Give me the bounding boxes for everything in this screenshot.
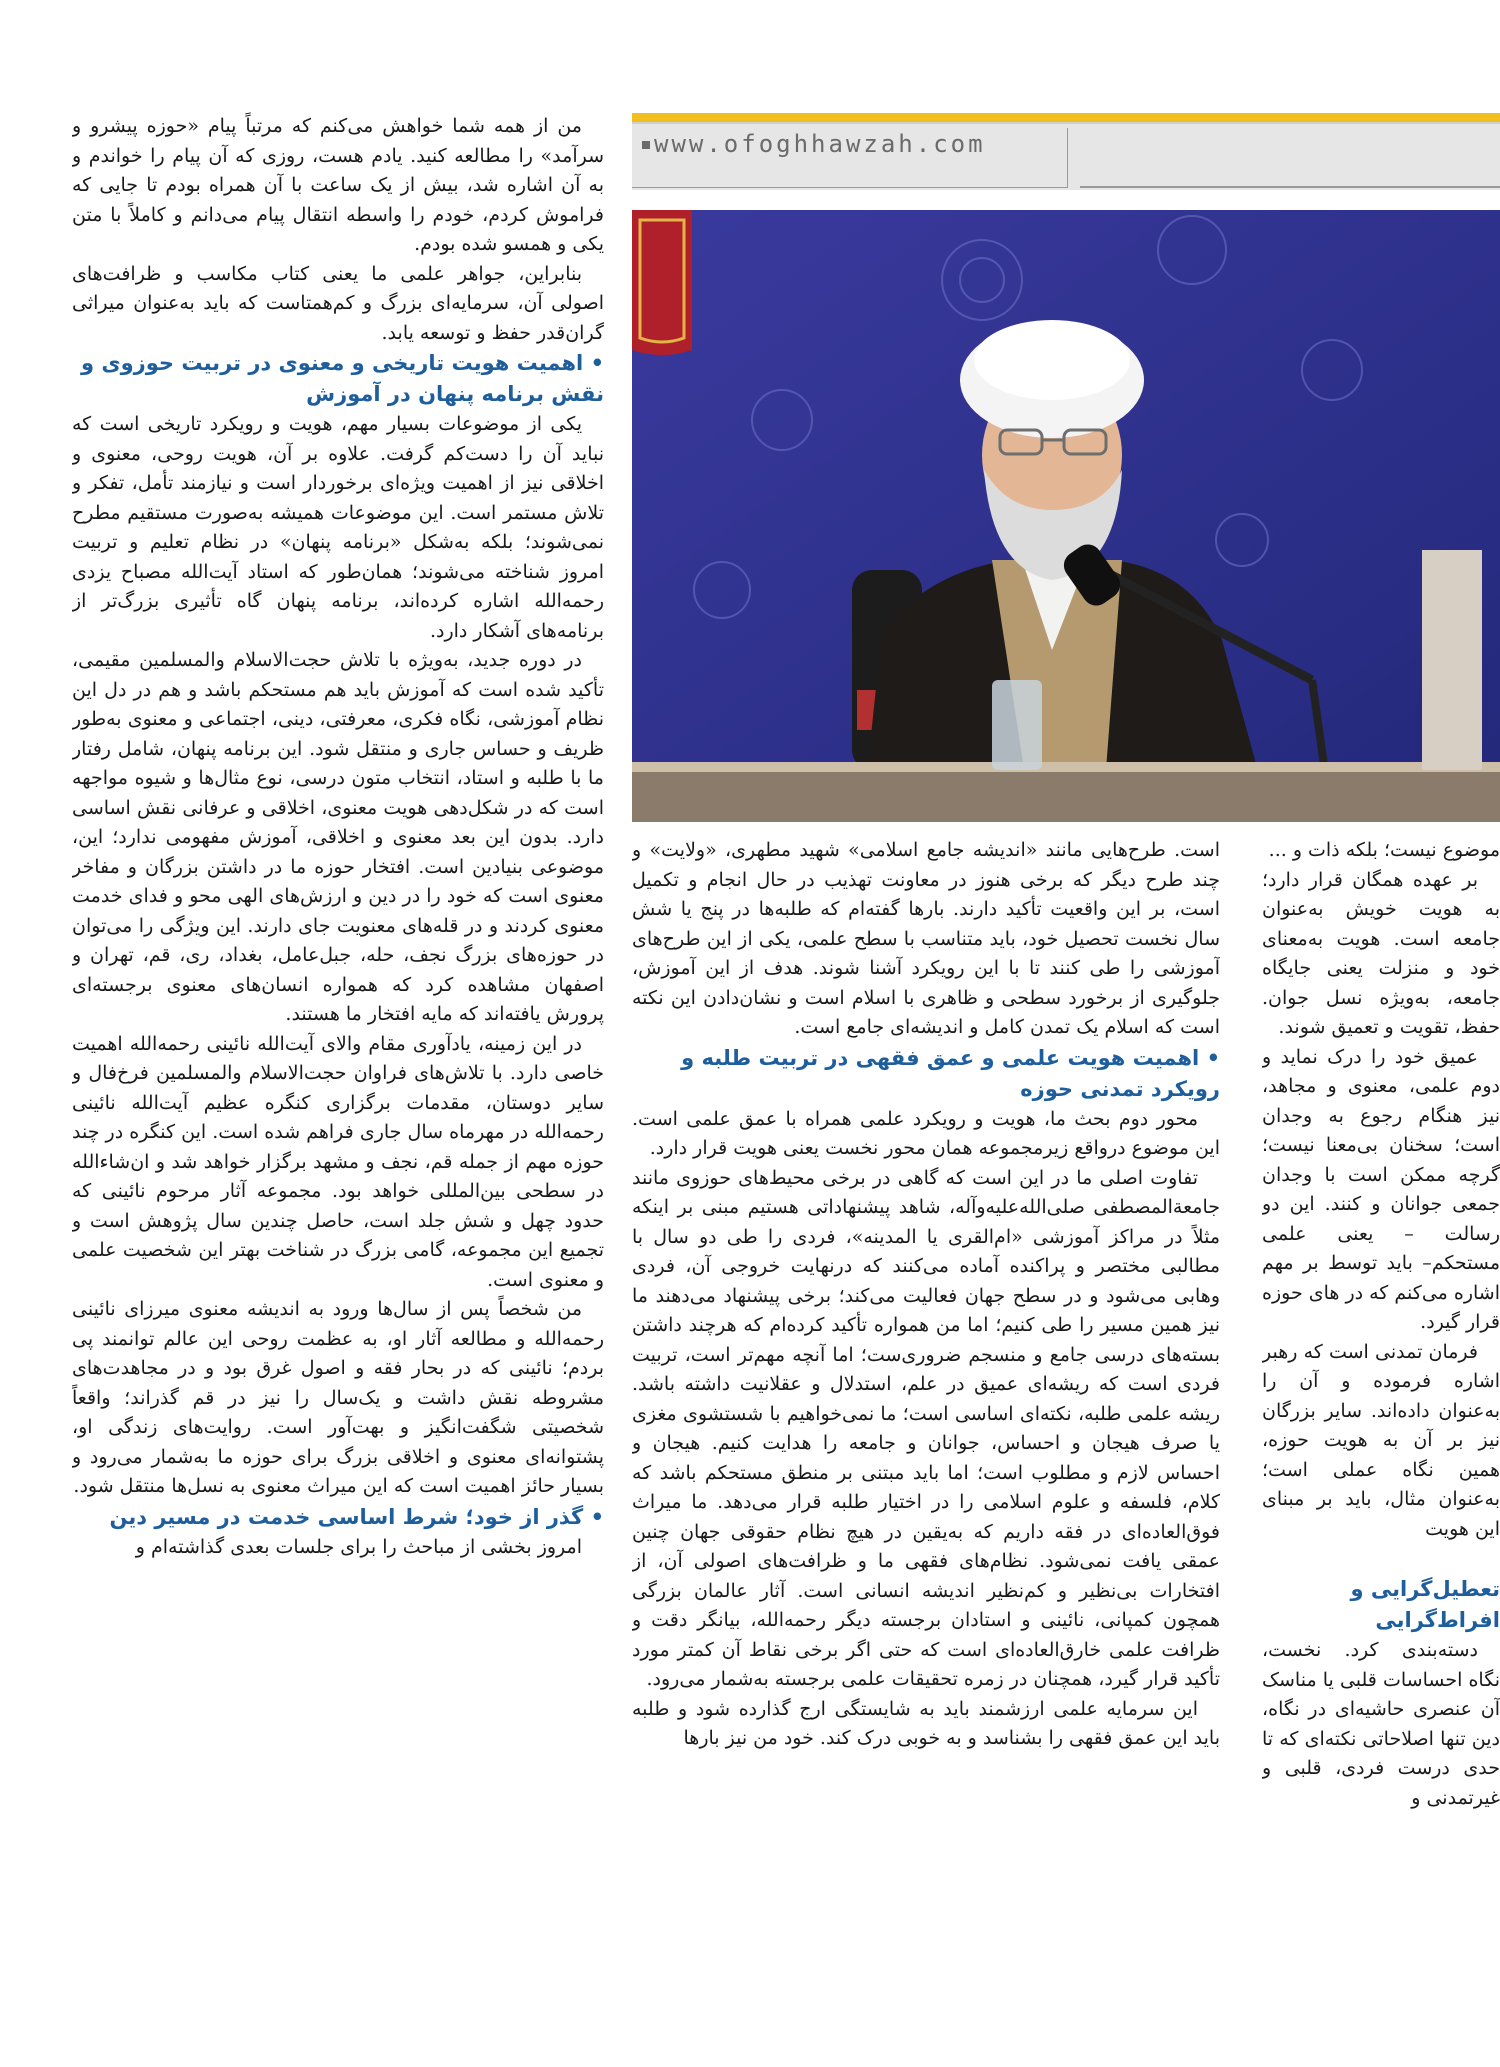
paragraph: یکی از موضوعات بسیار مهم، هویت و رویکرد تاریخی است که نباید آن را دست‌کم گرفت. علاوه بر آن، هویت روحی، معنوی و اخلاقی نیز از اهمیت ویژه‌ای برخوردار است و نیازمند تأمل، تفکر و تلاش مستمر است. این موضوعات همیشه به‌صورت مستقیم مطرح نمی‌شوند؛ بلکه به‌شکل «برنامه پنهان» در نظام تعلیم و تربیت امروز شناخته می‌شوند؛ همان‌طور که استاد آیت‌الله مصباح یزدی رحمه‌الله اشاره کرده‌اند، برنامه پنهان گاه تأثیری بزرگ‌تر از برنامه‌های آشکار دارد. [72,413,604,642]
section-heading: تعطیل‌گرایی و افراط‌گرایی [1350,1577,1500,1632]
paragraph: در این زمینه، یادآوری مقام والای آیت‌الله نائینی رحمه‌الله اهمیت خاصی دارد. با تلاش‌های فراوان حجت‌الاسلام والمسلمین فرخ‌فال و سایر دوستان، مقدمات برگزاری کنگره عظیم آیت‌الله نائینی رحمه‌الله در مهرماه سال جاری فراهم شده است. این کنگره در چند حوزه مهم از جمله قم، نجف و مشهد برگزار خواهد شد و ان‌شاءالله در سطحی بین‌المللی خواهد بود. مجموعه آثار مرحوم نائینی که حدود چهل و شش جلد است، حاصل چندین سال پژوهش است و تجمیع این مجموعه، گامی بزرگ در شناخت بهتر این شخصیت علمی و معنوی است. [72,1032,604,1291]
paragraph: موضوع نیست؛ بلکه ذات و ... [1268,839,1500,861]
paragraph: امروز بخشی از مباحث را برای جلسات بعدی گذاشته‌ام و [135,1535,582,1558]
section-heading: • گذر از خود؛ شرط اساسی خدمت در مسیر دین [109,1504,604,1529]
article-column-right [1262,836,1500,2067]
paragraph: بر عهده همگان قرار دارد؛ به هویت خویش به‌عنوان جامعه است. هویت به‌معنای خود و منزلت یعنی جایگاه جامعه، به‌ویژه نسل جوان. حفظ، تقویت و تعمیق شوند. [1262,868,1500,1038]
paragraph: تفاوت اصلی ما در این است که گاهی در برخی محیط‌های حوزوی مانند جامعةالمصطفی صلی‌الله‌علیه‌وآله، شاهد پیشنهاداتی هستیم مبنی بر اینکه مثلاً در مراکز آموزشی «ام‌القری یا المدینه»، فردی را طی دو سال با مطالبی مختصر و پراکنده آماده می‌کنند که درنهایت خروجی آن، فردی وهابی می‌شود و در سطح جهان فعالیت می‌کند؛ برخی پیشنهاد می‌دهند ما نیز همین مسیر را طی کنیم؛ اما من همواره تأکید کرده‌ام که هرچند داشتن بسته‌های درسی جامع و منسجم ضروری‌ست؛ اما آنچه مهم‌تر است، تربیت فردی است که ریشه‌ای عمیق در علم، استدلال و عقلانیت داشته باشد. ریشه علمی طلبه، نکته‌ای اساسی است؛ ما نمی‌خواهیم با شستشوی مغزی یا صرف هیجان و احساس، جوانان و جامعه را هدایت کنیم. هیجان و احساس لازم و مطلوب است؛ اما باید مبتنی بر منطق مستحکم باشد که کلام، فلسفه و علوم اسلامی را در اختیار طلبه قرار می‌دهد. ما میراث فوق‌العاده‌ای در فقه داریم که به‌یقین در هیچ نظام حقوقی جهان چنین عمقی یافت نمی‌شود. نظام‌های فقهی ما و ظرافت‌های اصولی آن، از افتخارات بی‌نظیر و کم‌نظیر اندیشه انسانی است. آثار عالمان بزرگی همچون کمپانی، نائینی و استادان برجسته دیگر رحمه‌الله، بیانگر دقت و ظرافت علمی خارق‌العاده‌ای است که حتی اگر برخی نقاط آن کمتر مورد تأکید قرار گیرد، همچنان در زمره تحقیقات علمی برجسته به‌شمار می‌رود. [632,1166,1220,1690]
paragraph: در دوره جدید، به‌ویژه با تلاش حجت‌الاسلام والمسلمین مقیمی، تأکید شده است که آموزش باید هم مستحکم باشد و هم در دل این نظام آموزشی، نگاه فکری، معرفتی، دینی، اجتماعی و معنوی به‌طور ظریف و حساس جاری و منتقل شود. این برنامه پنهان، شامل رفتار ما با طلبه و استاد، انتخاب متون درسی، نوع مثال‌ها و شیوه مواجهه است که در شکل‌دهی هویت معنوی، اخلاقی و عرفانی نقش اساسی دارد. بدون این بعد معنوی و اخلاقی، آموزش مفهومی ندارد؛ این، موضوعی بنیادین است. افتخار حوزه ما در داشتن بزرگان و مفاخر معنوی است که خود را در دین و ارزش‌های الهی محو و فدای خدمت معنوی کردند و در قله‌های معنویت جای دارند. این ویژگی را می‌توان در حوزه‌های بزرگ نجف، حله، جبل‌عامل، بغداد، ری، قم، تهران و اصفهان مشاهده کرد که همواره انسان‌های معنوی برجسته‌ای پرورش یافته‌اند که مایه افتخار ما هستند. [72,649,604,1025]
paragraph: محور دوم بحث ما، هویت و رویکرد علمی همراه با عمق علمی است. این موضوع درواقع زیرمجموعه همان محور نخست یعنی هویت قرار دارد. [632,1107,1220,1159]
paragraph: دسته‌بندی کرد. نخست، نگاه احساسات قلبی یا مناسک آن عنصری حاشیه‌ای در نگاه، دین تنها اصلاحاتی نکته‌ای که تا حدی درست فردی، قلبی و غیرتمدنی و [1262,1639,1500,1809]
paragraph: من از همه شما خواهش می‌کنم که مرتباً پیام «حوزه پیشرو و سرآمد» را مطالعه کنید. یادم هست، روزی که آن پیام را خواندم و به آن اشاره شد، بیش از یک ساعت با آن همراه بودم تا جایی که فراموش کردم، خودم را واسطه انتقال پیام می‌دانم و کاملاً با متن یکی و همسو شده بودم. [72,115,604,255]
paragraph: فرمان تمدنی است که رهبر اشاره فرموده و آن را به‌عنوان داده‌اند. سایر بزرگان نیز بر آن به هویت حوزه، همین نگاه عملی است؛ به‌عنوان مثال، باید بر مبنای این هویت [1262,1340,1500,1540]
portrait-photo [632,210,1500,822]
bullet-icon [642,141,650,149]
paragraph: بنابراین، جواهر علمی ما یعنی کتاب مکاسب و ظرافت‌های اصولی آن، سرمایه‌ای بزرگ و کم‌همتاست که باید به‌عنوان میراثی گران‌قدر حفظ و توسعه یابد. [72,262,604,344]
article-column-middle [632,836,1220,2067]
paragraph: است. طرح‌هایی مانند «اندیشه جامع اسلامی» شهید مطهری، «ولایت» و چند طرح دیگر که برخی هنوز در معاونت تهذیب در حال انجام و تکمیل است، بر این واقعیت تأکید دارند. بارها گفته‌ام که طلبه‌ها در پنج یا شش سال نخست تحصیل خود، باید متناسب با سطح علمی، یکی از این طرح‌های آموزشی را طی کنند تا با این رویکرد آشنا شوند. هدف از این آموزش، جلوگیری از برخورد سطحی و ظاهری با اسلام است و نشان‌دادن این نکته است که اسلام یک تمدن کامل و اندیشه‌ای جامع است. [632,839,1220,1038]
section-heading: • اهمیت هویت تاریخی و معنوی در تربیت حوزوی و نقش برنامه پنهان در آموزش [81,351,604,406]
paragraph: عمیق خود را درک نماید و دوم علمی، معنوی و مجاهد، نیز هنگام رجوع به وجدان است؛ سخنان بی‌معنا نیست؛ گرچه ممکن است با وجدان جمعی جوانان و کنند. این دو رسالت – یعنی علمی مستحکم– باید توسط بر مهم اشاره می‌کنم که در های حوزه قرار گیرد. [1262,1045,1500,1333]
portrait-photo-icon [632,210,1500,822]
website-url[interactable] [642,130,986,158]
article-column-left [72,112,604,2067]
section-heading: • اهمیت هویت علمی و عمق فقهی در تربیت طلبه و رویکرد تمدنی حوزه [681,1045,1220,1101]
header-divider [1080,186,1500,188]
header-accent-bar [632,113,1500,122]
paragraph: این سرمایه علمی ارزشمند باید به شایستگی ارج گذارده شود و طلبه باید این عمق فقهی را بشناسد و به خوبی درک کند. خود من نیز بارها [632,1697,1220,1749]
website-url-text: www.ofoghhawzah.com [654,130,986,158]
paragraph: من شخصاً پس از سال‌ها ورود به اندیشه معنوی میرزای نائینی رحمه‌الله و مطالعه آثار او، به عظمت روحی این عالم توانمند پی بردم؛ نائینی که در بحار فقه و اصول غرق بود و در مجاهدت‌های مشروطه نقش داشت و یک‌سال را نیز در قم گذراند؛ واقعاً شخصیتی شگفت‌انگیز و بهت‌آور است. روایت‌های زندگی او، پشتوانه‌ای معنوی و اخلاقی بزرگ برای حوزه ما به‌شمار می‌رود و بسیار حائز اهمیت است که این میراث معنوی به نسل‌ها منتقل شود. [72,1298,604,1497]
